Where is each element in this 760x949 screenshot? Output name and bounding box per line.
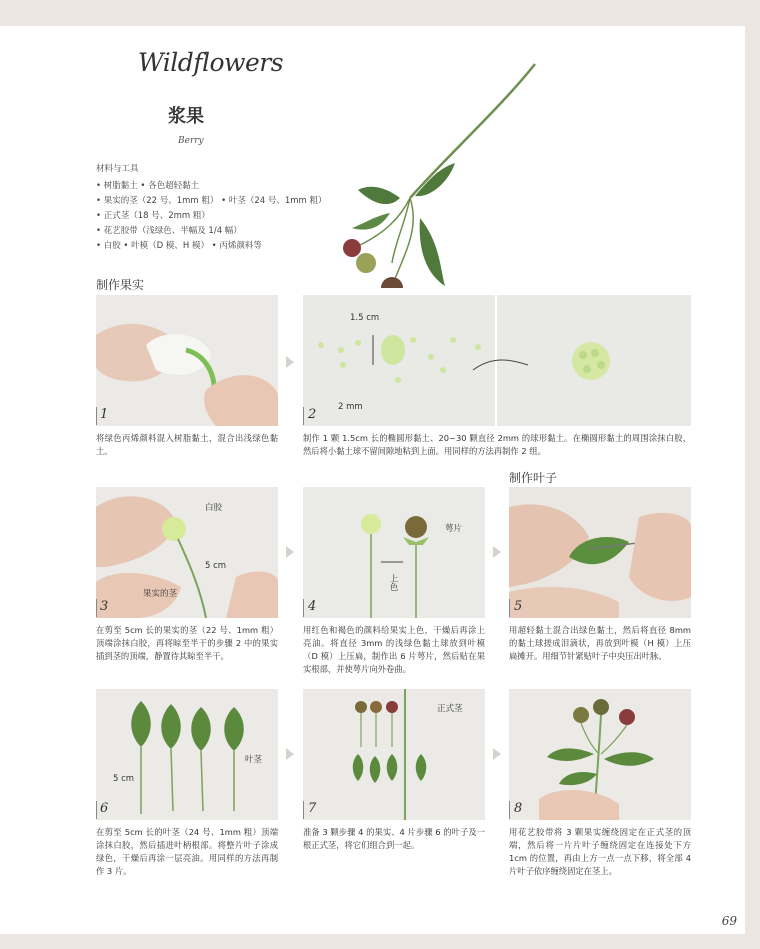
step-1-number: 1 xyxy=(100,407,109,422)
step-3-stem-label: 果实的茎 xyxy=(143,589,178,599)
step-4-sepal-label: 萼片 xyxy=(445,524,463,534)
materials-line: • 白胶 • 叶模（D 模、H 模） • 丙烯颜料等 xyxy=(96,241,262,251)
step-arrow xyxy=(286,546,294,558)
step-4-photo xyxy=(303,487,485,618)
step-number-divider xyxy=(96,801,97,819)
step-1-caption: 将绿色丙烯颜料混入树脂黏土，混合出浅绿色黏土。 xyxy=(96,433,278,456)
step-2-number: 2 xyxy=(308,407,317,422)
step-7-caption: 准备 3 颗步骤 4 的果实、4 片步骤 6 的叶子及一根正式茎，将它们组合到一起。 xyxy=(303,827,485,850)
step-7-stem-label: 正式茎 xyxy=(437,704,463,714)
step-2-caption: 制作 1 颗 1.5cm 长的椭圆形黏土、20~30 颗直径 2mm 的球形黏土。在椭圆形黏土的周围涂抹白胶，然后将小黏土球不留间隙地粘到上面。用同样的方法再制作 2 组。 xyxy=(303,433,691,456)
step-4-caption: 用红色和褐色的颜料给果实上色，干燥后再涂上亮油。将直径 3mm 的浅绿色黏土球放到叶模（D 模）上压扁，制作出 6 片萼片，然后贴在果实根部，并使萼片向外卷曲。 xyxy=(303,625,485,674)
step-3-glue-label: 白胶 xyxy=(205,503,223,513)
step-7-number: 7 xyxy=(308,801,317,816)
step-3-number: 3 xyxy=(100,599,109,614)
step-6-length-label: 5 cm xyxy=(113,774,135,784)
step-2-size-label: 1.5 cm xyxy=(350,313,380,323)
step-3-length-label: 5 cm xyxy=(205,561,227,571)
step-arrow xyxy=(286,748,294,760)
materials-line: • 树脂黏土 • 各色超轻黏土 xyxy=(96,181,200,191)
materials-list xyxy=(96,179,327,254)
step-6-caption: 在剪至 5cm 长的叶茎（24 号、1mm 粗）顶端涂抹白胶，然后插进叶柄根部。将整片叶子涂成绿色，干燥后再涂一层亮油。用同样的方法再制作 3 片。 xyxy=(96,827,278,876)
step-3-photo xyxy=(96,487,278,618)
step-number-divider xyxy=(303,599,304,617)
page xyxy=(0,26,745,934)
step-arrow xyxy=(493,546,501,558)
step-2-ball-size-label: 2 mm xyxy=(338,402,363,412)
materials-line: • 果实的茎（22 号、1mm 粗） • 叶茎（24 号、1mm 粗） xyxy=(96,196,327,206)
section-fruit-heading: 制作果实 xyxy=(96,278,145,292)
english-subtitle: Berry xyxy=(178,136,204,146)
step-6-stem-label: 叶茎 xyxy=(245,755,263,765)
step-5-caption: 用超轻黏土混合出绿色黏土，然后将直径 8mm 的黏土球搓成泪滴状，再放到叶模（H 模）上压扁摊开。用细节针紧贴叶子中央压出叶脉。 xyxy=(509,625,691,661)
step-arrow xyxy=(493,748,501,760)
chinese-title: 浆果 xyxy=(168,106,204,127)
section-leaf-heading: 制作叶子 xyxy=(509,471,558,485)
step-arrow xyxy=(286,356,294,368)
berry-hero-illustration xyxy=(330,58,560,288)
step-number-divider xyxy=(303,407,304,425)
materials-line: • 正式茎（18 号、2mm 粗） xyxy=(96,211,210,221)
step-1-photo xyxy=(96,295,278,426)
step-8-photo xyxy=(509,689,691,820)
step-8-number: 8 xyxy=(514,801,523,816)
step-5-number: 5 xyxy=(514,599,523,614)
step-number-divider xyxy=(509,801,510,819)
materials-line: • 花艺胶带（浅绿色、半幅及 1/4 幅） xyxy=(96,226,242,236)
step-5-photo xyxy=(509,487,691,618)
step-3-caption: 在剪至 5cm 长的果实的茎（22 号、1mm 粗）顶端涂抹白胶，再将晾至半干的步骤 2 中的果实插到茎的顶端，静置待其晾至半干。 xyxy=(96,625,278,661)
step-number-divider xyxy=(303,801,304,819)
step-6-number: 6 xyxy=(100,801,109,816)
step-number-divider xyxy=(509,599,510,617)
materials-heading: 材料与工具 xyxy=(96,164,139,174)
step-4-number: 4 xyxy=(308,599,317,614)
page-title: Wildflowers xyxy=(138,48,284,77)
page-number: 69 xyxy=(721,914,737,928)
step-4-color-label: 上色 xyxy=(388,574,398,591)
step-8-caption: 用花艺胶带将 3 颗果实缠绕固定在正式茎的顶端，然后将一片片叶子缠绕固定在连接处下方 1cm 的位置，再由上方一点一点下移，将全部 4 片叶子依序缠绕固定在茎上。 xyxy=(509,827,691,876)
step-number-divider xyxy=(96,599,97,617)
step-number-divider xyxy=(96,407,97,425)
